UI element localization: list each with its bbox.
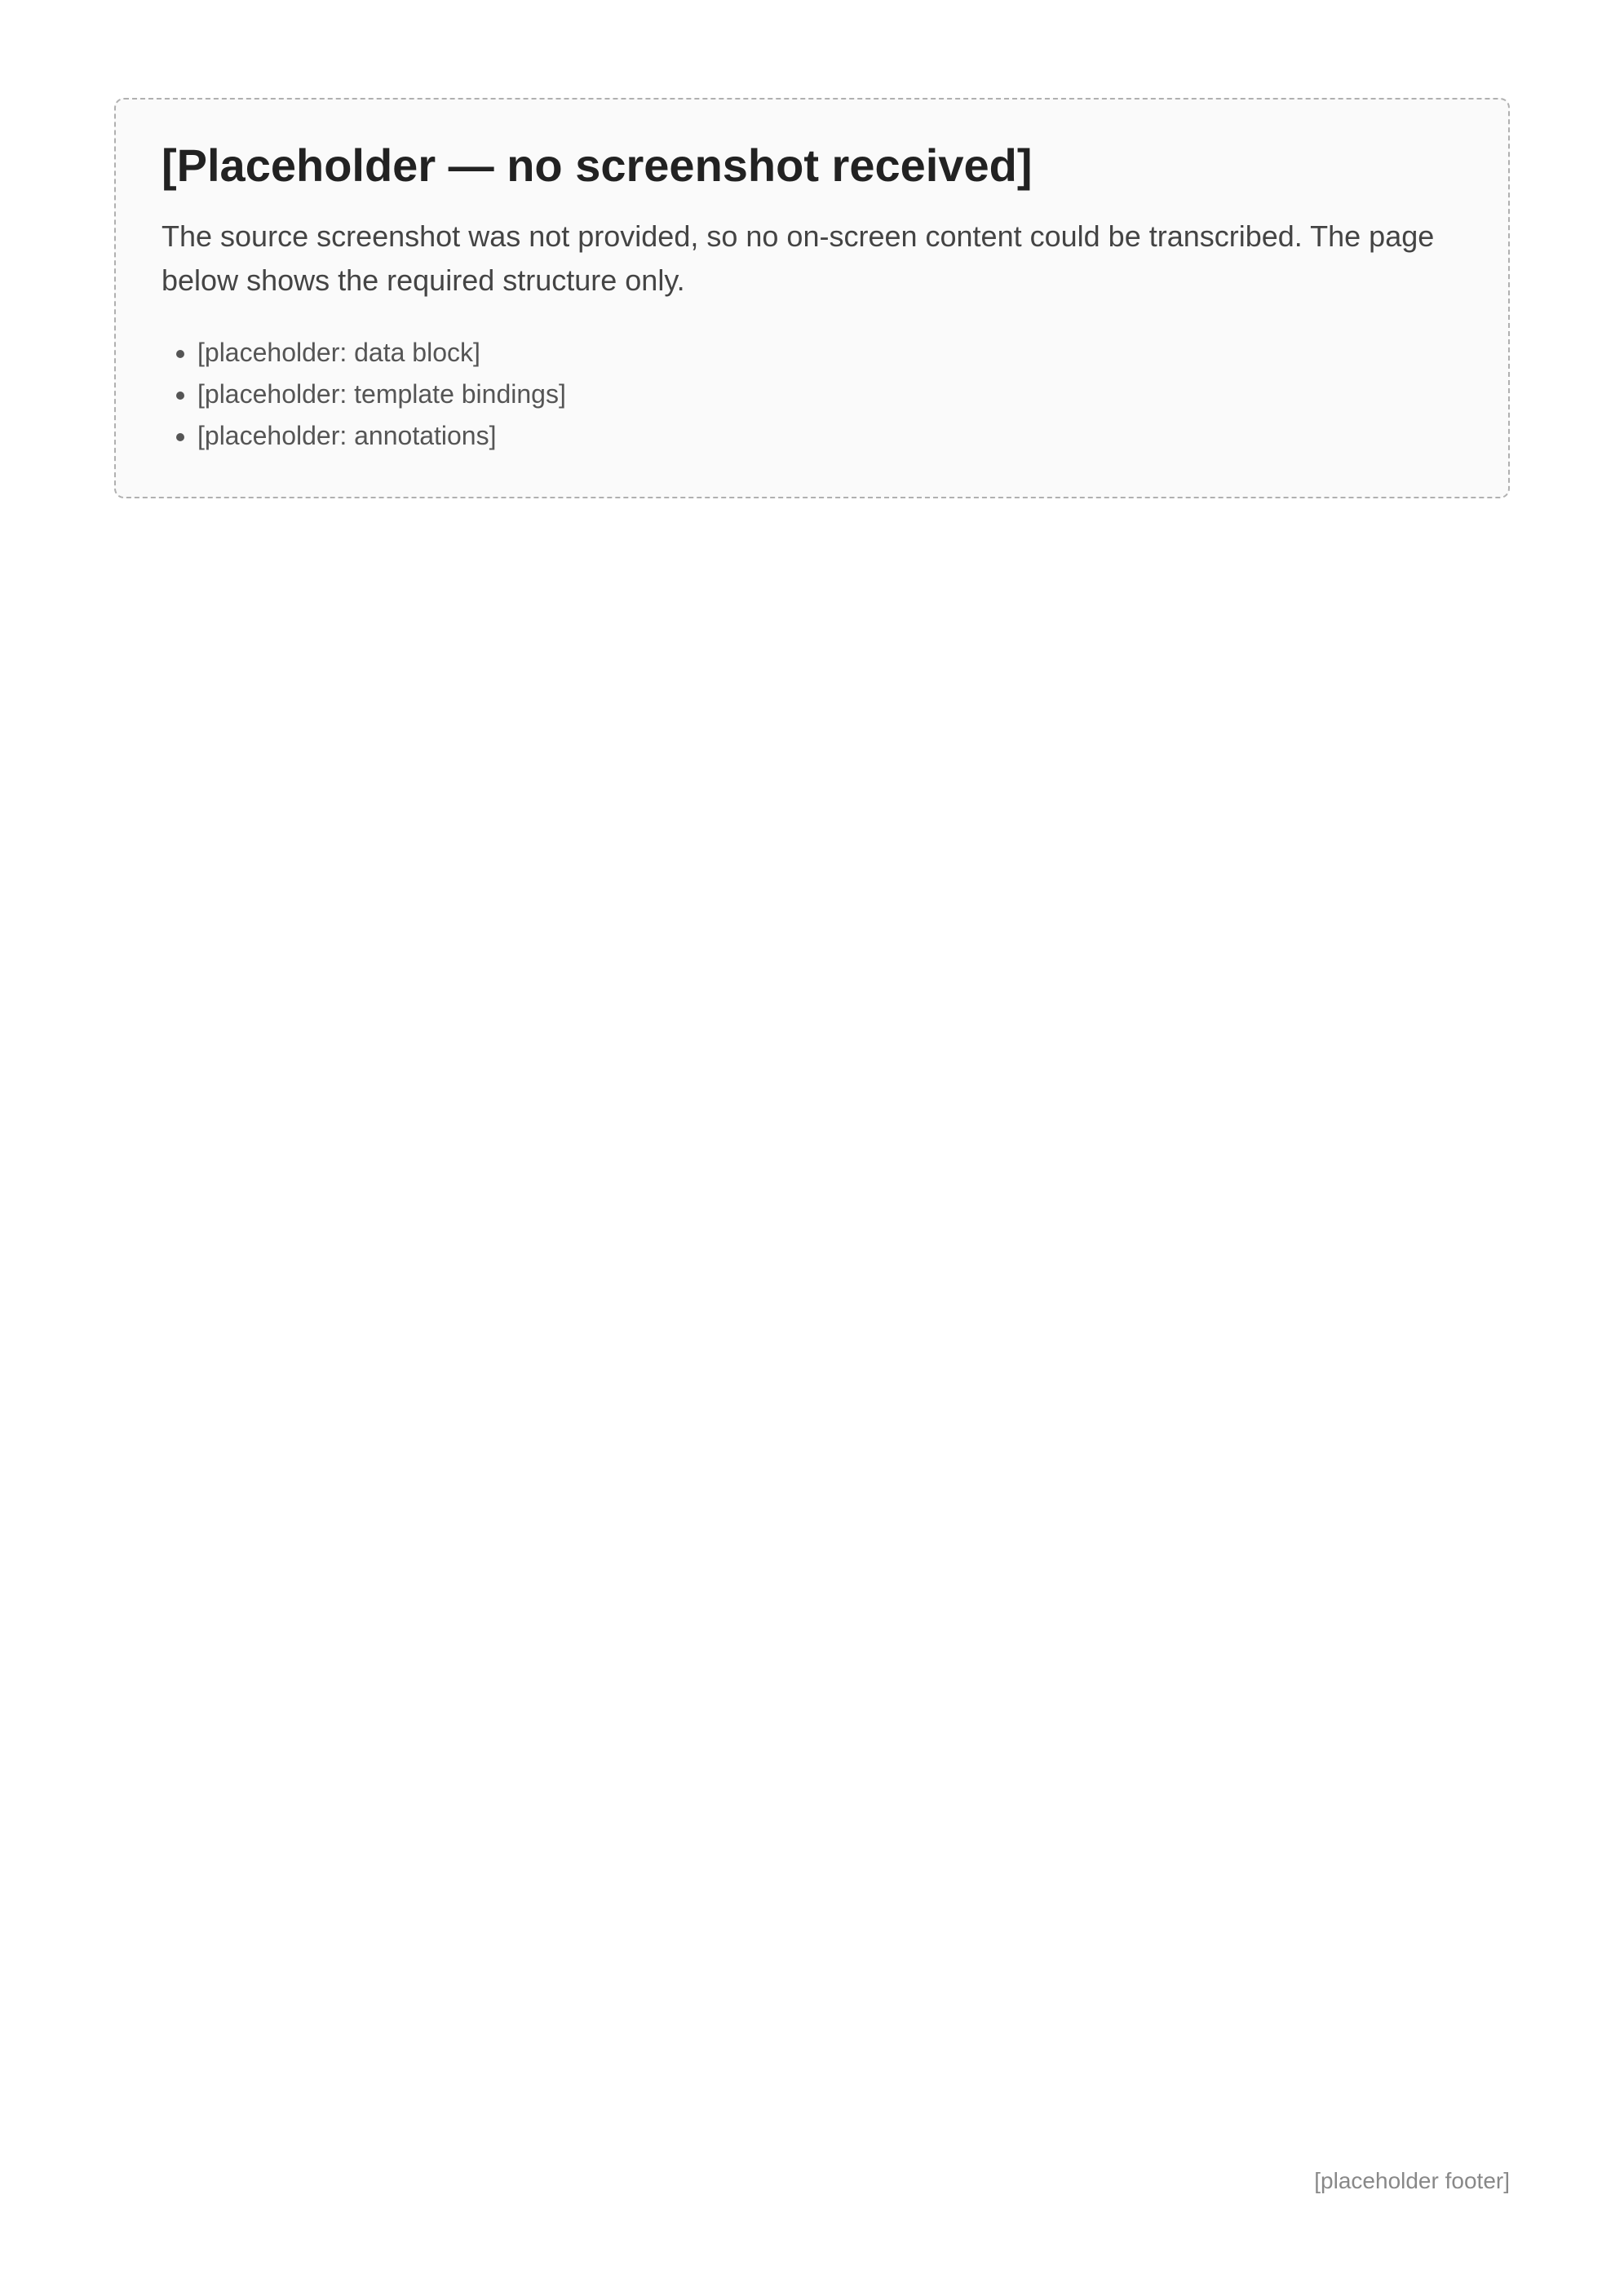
page-footer: [placeholder footer] [1314,2168,1510,2193]
notice-list-item: • [placeholder: data block] [197,332,1462,374]
notice-list [162,332,1462,458]
notice-title: [Placeholder — no screenshot received] [162,139,1033,191]
notice-body: The source screenshot was not provided, so no on-screen content could be transcribed. The page below shows the required structure only. [162,219,1435,297]
notice-list-item: • [placeholder: template bindings] [197,374,1462,415]
notice-list-item: • [placeholder: annotations] [197,415,1462,457]
layout-spacer [114,498,1510,2168]
placeholder-notice [114,98,1510,498]
